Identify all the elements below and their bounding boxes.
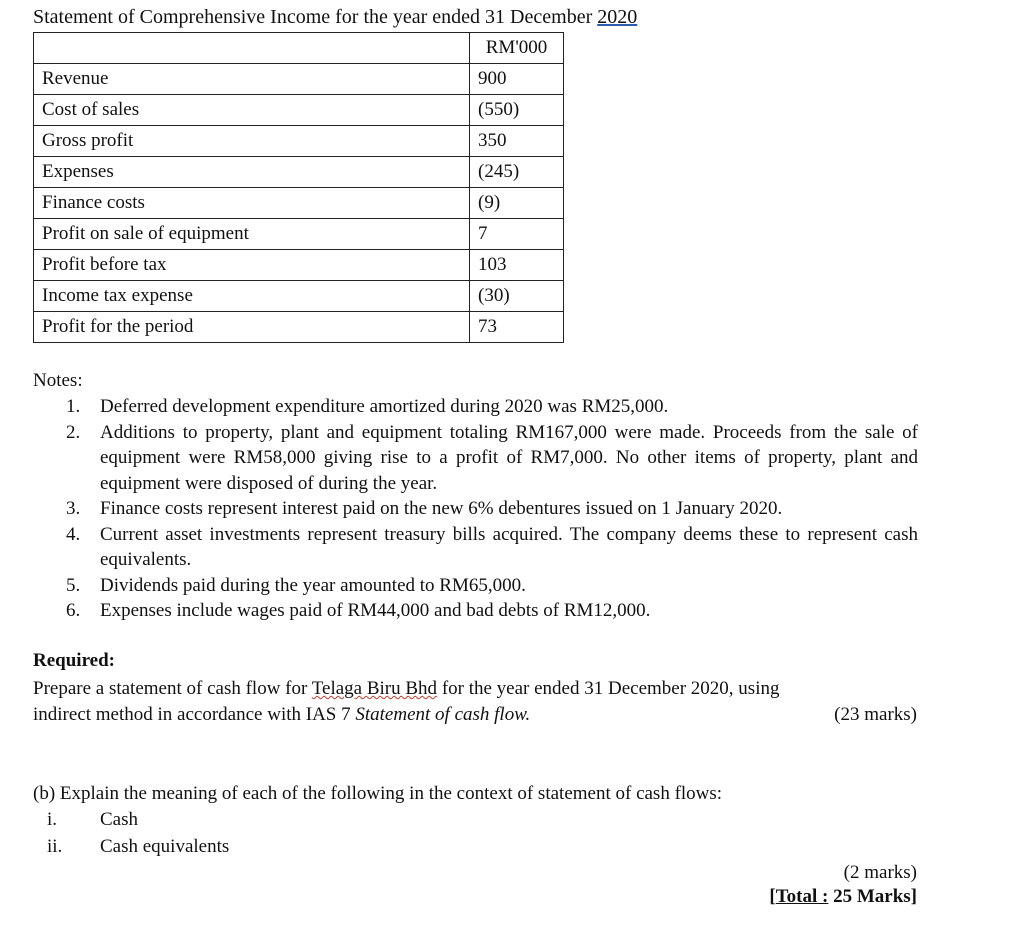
- note-text: Finance costs represent interest paid on the new 6% debentures issued on 1 January 2020.: [100, 498, 783, 519]
- row-value: 103: [470, 250, 564, 281]
- list-item: [66, 420, 918, 497]
- required-line-1: [33, 676, 917, 702]
- note-number: 6.: [66, 600, 81, 621]
- statement-title: [33, 6, 637, 29]
- row-label: Profit before tax: [34, 250, 470, 281]
- total-marks: [Total : 25 Marks]: [769, 886, 917, 907]
- list-item: [66, 522, 918, 573]
- table-row: [34, 188, 564, 219]
- list-item: [66, 598, 918, 624]
- required-line2-prefix: indirect method in accordance with IAS 7: [33, 703, 356, 725]
- row-label: Finance costs: [34, 188, 470, 219]
- table-row: [34, 95, 564, 126]
- part-b-marks: (2 marks): [843, 862, 917, 883]
- item-text: Cash equivalents: [100, 836, 230, 857]
- row-value: 350: [470, 126, 564, 157]
- row-value: (9): [470, 188, 564, 219]
- row-label: Revenue: [34, 64, 470, 95]
- table-row: [34, 219, 564, 250]
- item-numeral: ii.: [47, 836, 63, 857]
- table-row: [34, 312, 564, 343]
- row-value: 900: [470, 64, 564, 95]
- required-instructions: [33, 676, 917, 727]
- row-label: Profit for the period: [34, 312, 470, 343]
- row-value: 7: [470, 219, 564, 250]
- row-label: Income tax expense: [34, 281, 470, 312]
- total-value: 25 Marks: [828, 886, 911, 907]
- list-item: [66, 496, 918, 522]
- part-b-question: (b) Explain the meaning of each of the following in the context of statement of cash flows:: [33, 783, 723, 804]
- required-heading: Required:: [33, 650, 115, 671]
- standard-title: Statement of cash flow.: [355, 703, 531, 725]
- table-row: [34, 126, 564, 157]
- list-item: [66, 394, 918, 420]
- required-text-after: for the year ended 31 December 2020, using: [437, 678, 780, 699]
- row-value: (30): [470, 281, 564, 312]
- company-name: Telaga Biru Bhd: [311, 678, 438, 699]
- row-value: (550): [470, 95, 564, 126]
- note-number: 2.: [66, 421, 81, 443]
- required-text-before: Prepare a statement of cash flow for: [33, 678, 312, 699]
- table-row: [34, 157, 564, 188]
- item-text: Cash: [100, 809, 138, 830]
- note-text: Deferred development expenditure amortized during 2020 was RM25,000.: [100, 396, 669, 417]
- notes-list: [66, 394, 918, 624]
- note-number: 5.: [66, 574, 81, 596]
- table-row: [34, 250, 564, 281]
- row-value: (245): [470, 157, 564, 188]
- item-numeral: i.: [47, 809, 58, 830]
- note-number: 4.: [66, 523, 81, 545]
- table-header-row: [34, 33, 564, 64]
- header-label-cell: [34, 33, 470, 64]
- row-label: Gross profit: [34, 126, 470, 157]
- income-statement-table: [33, 32, 564, 343]
- note-text: Additions to property, plant and equipment totaling RM167,000 were made. Proceeds from the sale of equipment were RM58,000 giving rise to a profit of RM7,000. No other items of property, plant and equipment were disposed of during the year.: [100, 421, 918, 494]
- row-label: Expenses: [34, 157, 470, 188]
- row-label: Cost of sales: [34, 95, 470, 126]
- list-item: [66, 573, 918, 599]
- required-marks: (23 marks): [834, 703, 917, 725]
- statement-title-text: Statement of Comprehensive Income for the year ended 31 December: [33, 6, 593, 28]
- notes-heading: Notes:: [33, 370, 83, 391]
- note-number: 3.: [66, 498, 81, 519]
- note-text: Expenses include wages paid of RM44,000 and bad debts of RM12,000.: [100, 600, 651, 621]
- note-number: 1.: [66, 396, 81, 417]
- table-row: [34, 281, 564, 312]
- total-label: Total :: [775, 886, 829, 907]
- header-currency-cell: RM'000: [470, 33, 564, 64]
- statement-title-year: 2020: [597, 6, 638, 28]
- note-text: Dividends paid during the year amounted to RM65,000.: [100, 574, 526, 596]
- row-label: Profit on sale of equipment: [34, 219, 470, 250]
- required-line-2: [33, 702, 917, 728]
- row-value: 73: [470, 312, 564, 343]
- note-text: Current asset investments represent treasury bills acquired. The company deems these to represent cash equivalents.: [100, 523, 918, 570]
- table-row: [34, 64, 564, 95]
